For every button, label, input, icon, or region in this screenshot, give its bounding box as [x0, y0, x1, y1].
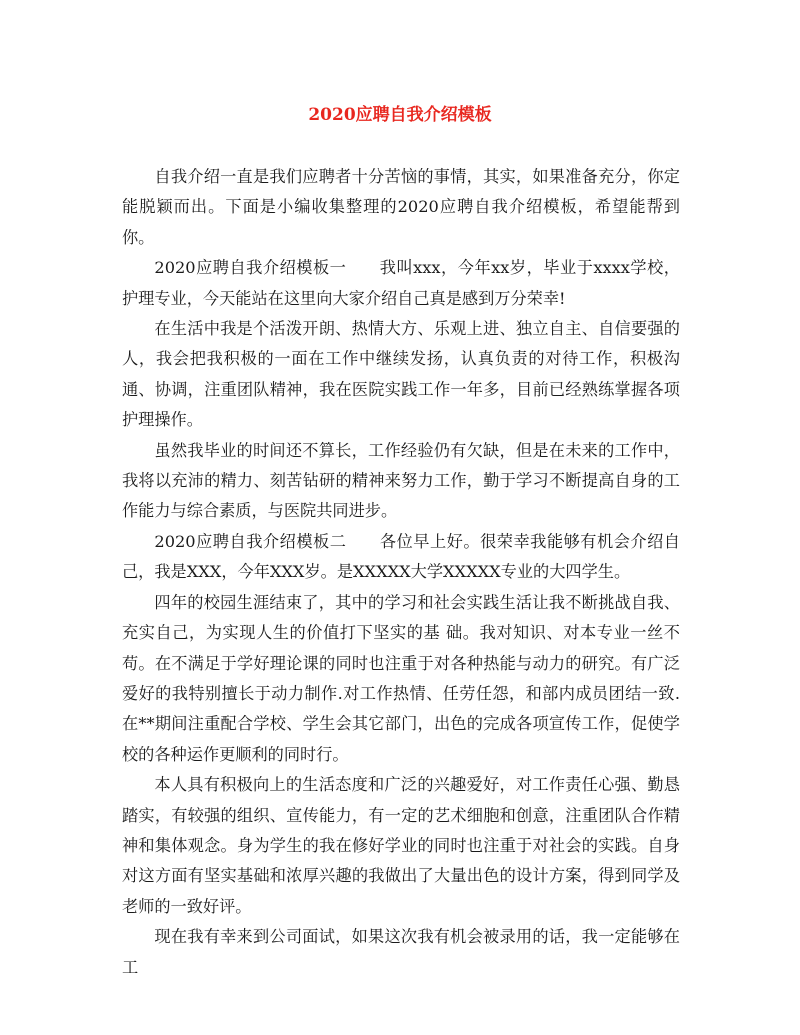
paragraph-closing: 现在我有幸来到公司面试，如果这次我有机会被录用的话，我一定能够在工 [122, 927, 680, 977]
document-title: 2020应聘自我介绍模板 [308, 105, 492, 125]
paragraph-intro: 自我介绍一直是我们应聘者十分苦恼的事情，其实，如果准备充分，你定能脱颖而出。下面是小编收集整理的2020应聘自我介绍模板，希望能帮到你。 [122, 167, 680, 247]
paragraph-template-two: 2020应聘自我介绍模板二 各位早上好。很荣幸我能够有机会介绍自己，我是XXX，今年XXX岁。是XXXXX大学XXXXX专业的大四学生。 [122, 531, 680, 582]
document-body [122, 162, 680, 983]
paragraph-attitude: 本人具有积极向上的生活态度和广泛的兴趣爱好，对工作责任心强、勤恳踏实，有较强的组织、宣传能力，有一定的艺术细胞和创意，注重团队合作精神和集体观念。身为学生的我在修好学业的同时也注重于对社会的实践。自身对这方面有坚实基础和浓厚兴趣的我做出了大量出色的设计方案，得到同学及老师的一致好评。 [122, 775, 680, 916]
paragraph-campus-life: 四年的校园生涯结束了，其中的学习和社会实践生活让我不断挑战自我、充实自己，为实现人生的价值打下坚实的基 础。我对知识、对本专业一丝不苟。在不满足于学好理论课的同时也注重于对各种热能与动力的研究。有广泛爱好的我特别擅长于动力制作.对工作热情、任劳任怨，和部内成员团结一致.在**期间注重配合学校、学生会其它部门，出色的完成各项宣传工作，促使学校的各种运作更顺利的同时行。 [122, 592, 680, 764]
paragraph-personality: 在生活中我是个活泼开朗、热情大方、乐观上进、独立自主、自信要强的人，我会把我积极的一面在工作中继续发扬，认真负责的对待工作，积极沟通、协调，注重团队精神，我在医院实践工作一年多，目前已经熟练掌握各项护理操作。 [122, 319, 680, 430]
paragraph-template-one: 2020应聘自我介绍模板一 我叫xxx，今年xx岁，毕业于xxxx学校，护理专业，今天能站在这里向大家介绍自己真是感到万分荣幸! [122, 258, 680, 308]
paragraph-experience: 虽然我毕业的时间还不算长，工作经验仍有欠缺，但是在未来的工作中，我将以充沛的精力、刻苦钻研的精神来努力工作，勤于学习不断提高自身的工作能力与综合素质，与医院共同进步。 [122, 440, 680, 521]
